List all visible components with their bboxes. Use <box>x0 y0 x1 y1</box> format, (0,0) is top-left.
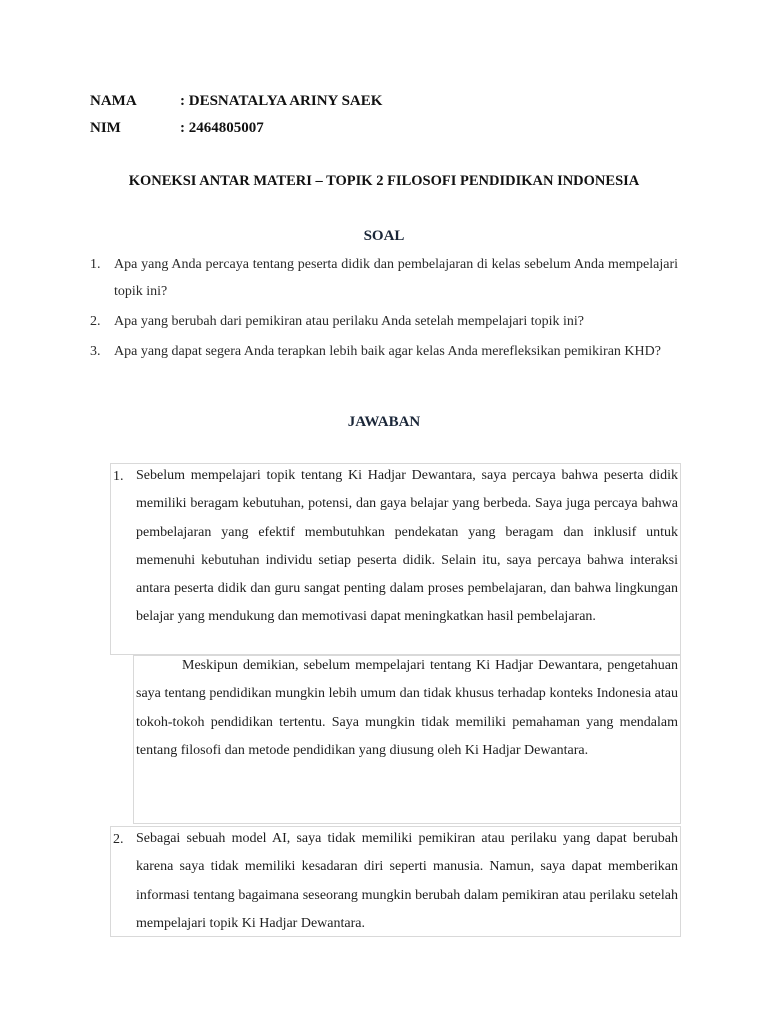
answer-number: 1. <box>113 469 124 484</box>
answer-1-paragraph-2: Meskipun demikian, sebelum mempelajari tentang Ki Hadjar Dewantara, pengetahuan saya tentang pendidikan mungkin lebih umum dan tidak khusus terhadap konteks Indonesia atau tokoh-tokoh pendidikan tertentu. Saya mungkin tidak memiliki pemahaman yang mendalam tentang filosofi dan metode pendidikan yang diusung oleh Ki Hadjar Dewantara. <box>136 658 678 758</box>
question-item <box>90 338 678 365</box>
name-value: : DESNATALYA ARINY SAEK <box>180 93 383 109</box>
nim-value: : 2464805007 <box>180 120 264 136</box>
question-number: 1. <box>90 257 101 272</box>
question-item <box>90 308 678 335</box>
soal-heading: SOAL <box>363 228 405 244</box>
question-text: Apa yang berubah dari pemikiran atau perilaku Anda setelah mempelajari topik ini? <box>114 314 584 329</box>
nim-label: NIM <box>90 120 121 136</box>
question-text: Apa yang dapat segera Anda terapkan lebih baik agar kelas Anda merefleksikan pemikiran KHD? <box>114 344 661 359</box>
question-item <box>90 251 678 305</box>
name-label: NAMA <box>90 93 137 109</box>
answer-1-paragraph-1: Sebelum mempelajari topik tentang Ki Hadjar Dewantara, saya percaya bahwa peserta didik memiliki beragam kebutuhan, potensi, dan gaya belajar yang berbeda. Saya juga percaya bahwa pembelajaran yang efektif membutuhkan pendekatan yang beragam dan inklusif untuk memenuhi kebutuhan individu setiap peserta didik. Selain itu, saya percaya bahwa interaksi antara peserta didik dan guru sangat penting dalam proses pembelajaran, dan bahwa lingkungan belajar yang mendukung dan memotivasi dapat meningkatkan hasil pembelajaran. <box>136 468 678 625</box>
answer-2-paragraph-1: Sebagai sebuah model AI, saya tidak memiliki pemikiran atau perilaku yang dapat berubah karena saya tidak memiliki kesadaran diri seperti manusia. Namun, saya dapat memberikan informasi tentang bagaimana seseorang mungkin berubah dalam pemikiran atau perilaku setelah mempelajari topik Ki Hadjar Dewantara. <box>136 831 678 931</box>
nim-row <box>90 120 264 137</box>
answer-number: 2. <box>113 832 124 847</box>
question-text: Apa yang Anda percaya tentang peserta didik dan pembelajaran di kelas sebelum Anda mempelajari topik ini? <box>114 257 678 299</box>
question-list <box>90 251 678 368</box>
question-number: 2. <box>90 314 101 329</box>
name-row <box>90 93 382 110</box>
jawaban-heading: JAWABAN <box>347 414 421 430</box>
document-title: KONEKSI ANTAR MATERI – TOPIK 2 FILOSOFI PENDIDIKAN INDONESIA <box>128 173 640 189</box>
question-number: 3. <box>90 344 101 359</box>
